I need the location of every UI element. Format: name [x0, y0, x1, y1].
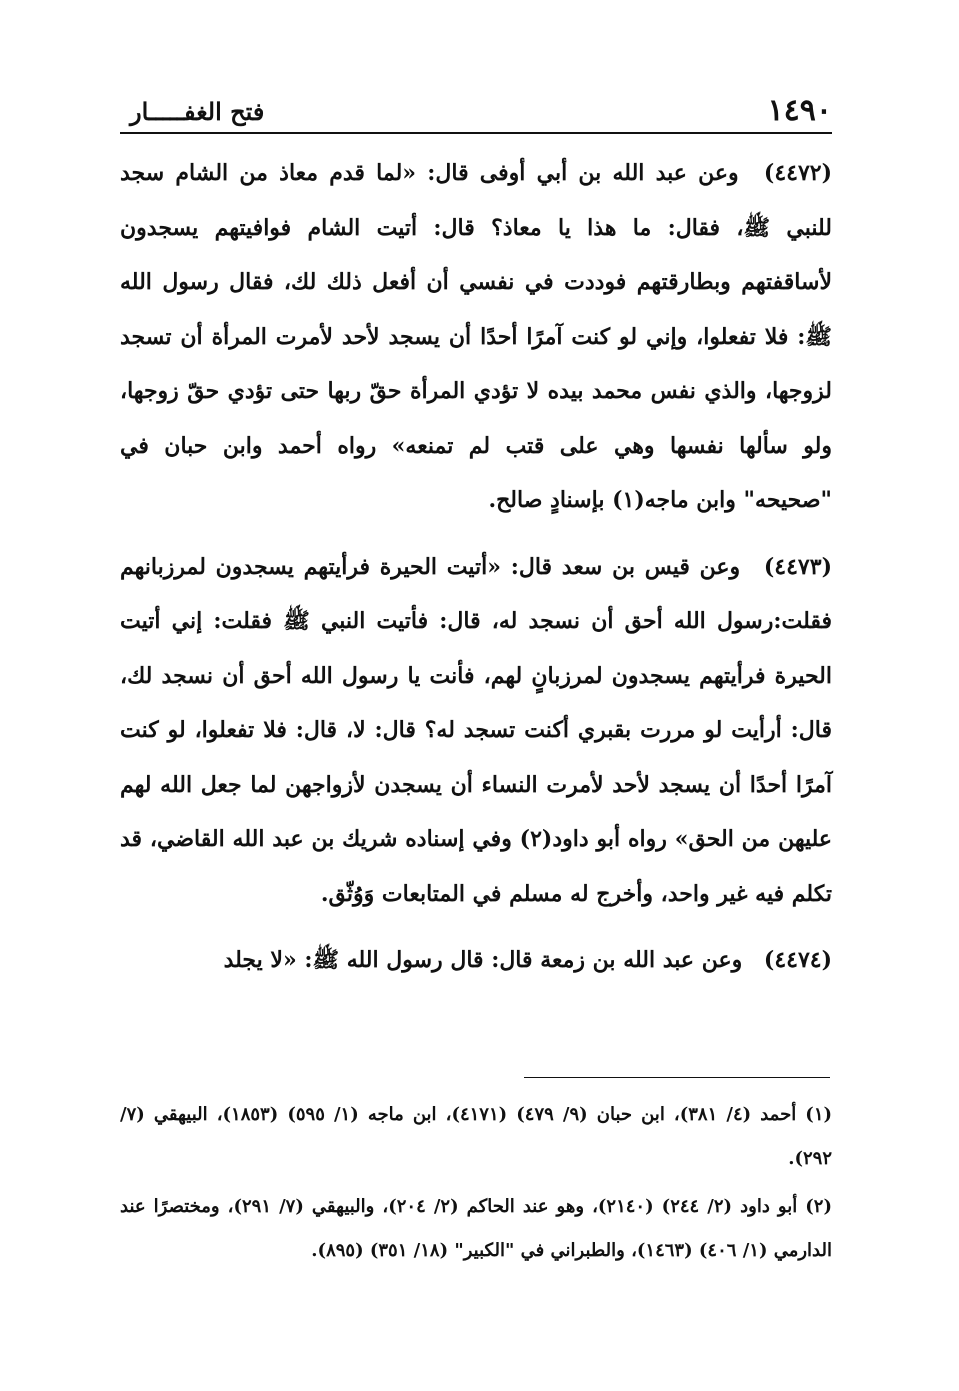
- footnote: (٢) أبو داود (٢/ ٢٤٤) (٢١٤٠)، وهو عند الحاكم (٢/ ٢٠٤)، والبيهقي (٧/ ٢٩١)، ومختصرًا عند الدارمي (١/ ٤٠٦) (١٤٦٣)، والطبراني في "الكبير" (١٨/ ٣٥١) (٨٩٥).: [120, 1196, 832, 1261]
- hadith-text: وعن عبد الله بن زمعة قال: قال رسول الله ﷺ: «لا يجلد: [223, 947, 743, 973]
- page-header: [120, 88, 832, 134]
- hadith-text: وعن قيس بن سعد قال: «أتيت الحيرة فرأيتهم يسجدون لمرزبانهم فقلت:رسول الله أحق أن نسجد له، قال: فأتيت النبي ﷺ فقلت: إني أتيت الحيرة فرأيتهم يسجدون لمرزبانٍ لهم، فأنت يا رسول الله أحق أن نسجد لك، قال: أرأيت لو مررت بقبري أكنت تسجد له؟ قال: لا، قال: فلا تفعلوا، لو كنت آمرًا أحدًا أن يسجد لأحد لأمرت النساء أن يسجدن لأزواجهن لما جعل الله لهم عليهن من الحق» رواه أبو داود(٢) وفي إسناده شريك بن عبد الله القاضي، قد تكلم فيه غير واحد، وأخرج له مسلم في المتابعات وَوُثّق.: [120, 553, 833, 907]
- hadith-paragraph: [120, 146, 832, 528]
- hadith-number: (٤٤٧٤): [763, 947, 832, 973]
- footnote-divider: [524, 1077, 830, 1078]
- footnotes: [120, 1093, 832, 1277]
- book-title: فتح الغفـــــار: [130, 97, 265, 126]
- header-rule: [120, 132, 832, 134]
- hadith-number: (٤٤٧٢): [763, 160, 832, 186]
- main-text: [120, 146, 832, 1000]
- hadith-paragraph: [120, 540, 832, 922]
- hadith-text: وعن عبد الله بن أبي أوفى قال: «لما قدم معاذ من الشام سجد للنبي ﷺ، فقال: ما هذا يا معاذ؟ قال: أتيت الشام فوافيتهم يسجدون لأساقفتهم وبطارقتهم فوددت في نفسي أن أفعل ذلك لك، فقال رسول الله ﷺ: فلا تفعلوا، وإني لو كنت آمرًا أحدًا أن يسجد لأحد لأمرت المرأة أن تسجد لزوجها، والذي نفس محمد بيده لا تؤدي المرأة حقّ ربها حتى تؤدي حقّ زوجها، ولو سألها نفسها وهي على قتب لم تمنعه» رواه أحمد وابن حبان في "صحيحه" وابن ماجه(١) بإسنادٍ صالح.: [120, 160, 832, 513]
- footnote: (١) أحمد (٤/ ٣٨١)، ابن حبان (٩/ ٤٧٩) (٤١٧١)، ابن ماجه (١/ ٥٩٥) (١٨٥٣)، البيهقي (٧/ ٢٩٢).: [120, 1104, 833, 1169]
- hadith-paragraph: [120, 933, 832, 988]
- page-number: ١٤٩٠: [767, 93, 832, 128]
- hadith-number: (٤٤٧٣): [763, 553, 832, 580]
